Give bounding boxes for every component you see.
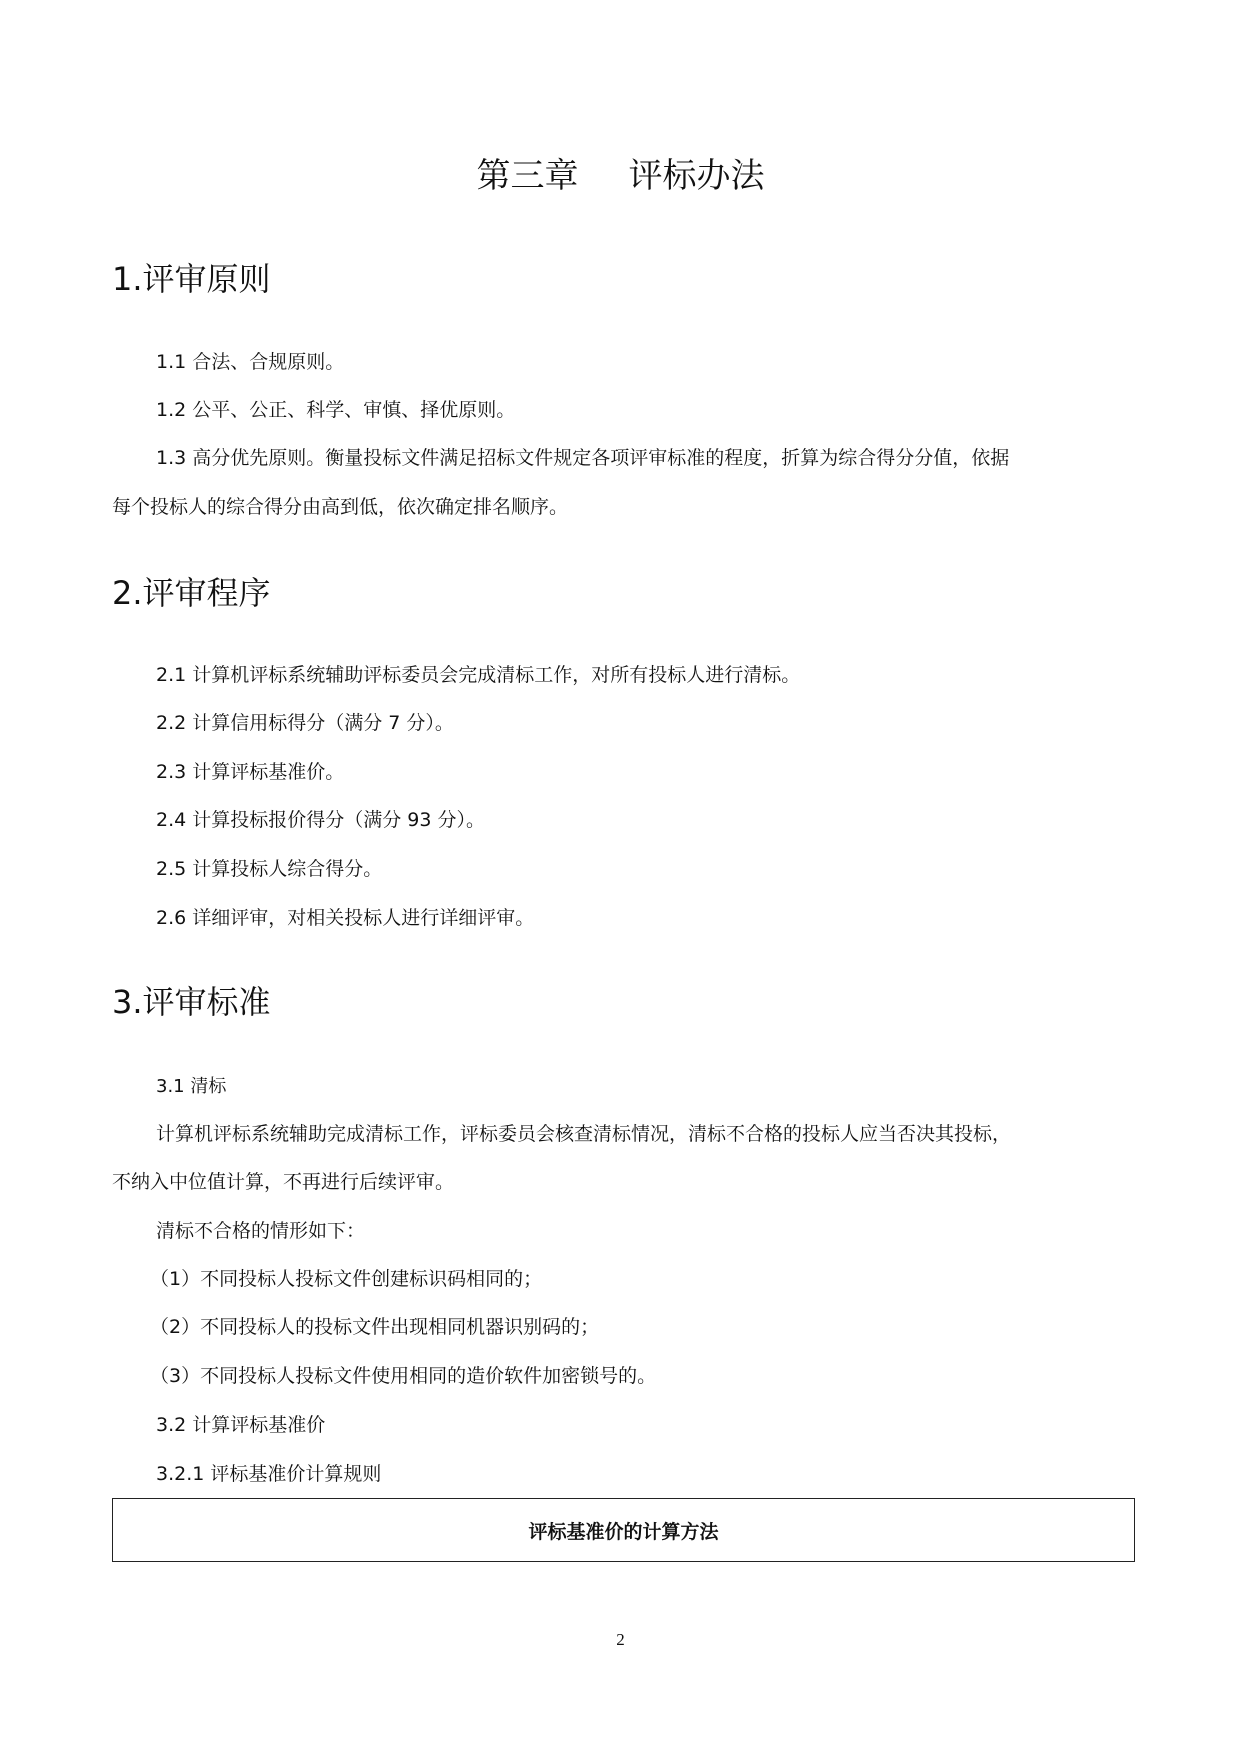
list-item: （3）不同投标人投标文件使用相同的造价软件加密锁号的。 [150,1365,657,1387]
paragraph: 2.5 计算投标人综合得分。 [156,858,383,880]
paragraph: 计算机评标系统辅助完成清标工作，评标委员会核查清标情况，清标不合格的投标人应当否决其投标， [156,1123,1012,1145]
subheading: 3.2 计算评标基准价 [156,1414,326,1436]
paragraph: 1.3 高分优先原则。衡量投标文件满足招标文件规定各项评审标准的程度，折算为综合得分分值，依据 [156,447,1010,469]
chapter-name: 评标办法 [628,156,765,196]
list-item: （1）不同投标人投标文件创建标识码相同的； [150,1268,543,1290]
paragraph: 清标不合格的情形如下： [156,1220,366,1242]
paragraph: 2.3 计算评标基准价。 [156,761,345,783]
section-heading: 3.评审标准 [112,983,271,1021]
paragraph: 2.1 计算机评标系统辅助评标委员会完成清标工作，对所有投标人进行清标。 [156,664,801,686]
list-item: （2）不同投标人的投标文件出现相同机器识别码的； [150,1316,600,1338]
paragraph: 2.6 详细评审，对相关投标人进行详细评审。 [156,907,535,929]
section-heading: 2.评审程序 [112,574,271,612]
section-heading: 1.评审原则 [112,260,271,298]
paragraph: 1.1 合法、合规原则。 [156,351,345,373]
paragraph: 每个投标人的综合得分由高到低，依次确定排名顺序。 [112,496,569,518]
paragraph: 2.2 计算信用标得分（满分 7 分）。 [156,712,454,734]
paragraph: 1.2 公平、公正、科学、审慎、择优原则。 [156,399,516,421]
chapter-number: 第三章 [476,156,579,196]
subheading: 3.1 清标 [156,1076,227,1097]
table-header-text: 评标基准价的计算方法 [528,1520,719,1543]
chapter-title [0,148,1241,197]
subheading: 3.2.1 评标基准价计算规则 [156,1463,382,1485]
table-header-cell [112,1498,1135,1562]
paragraph: 2.4 计算投标报价得分（满分 93 分）。 [156,809,486,831]
paragraph: 不纳入中位值计算，不再进行后续评审。 [112,1171,455,1193]
page-number: 2 [616,1630,625,1649]
